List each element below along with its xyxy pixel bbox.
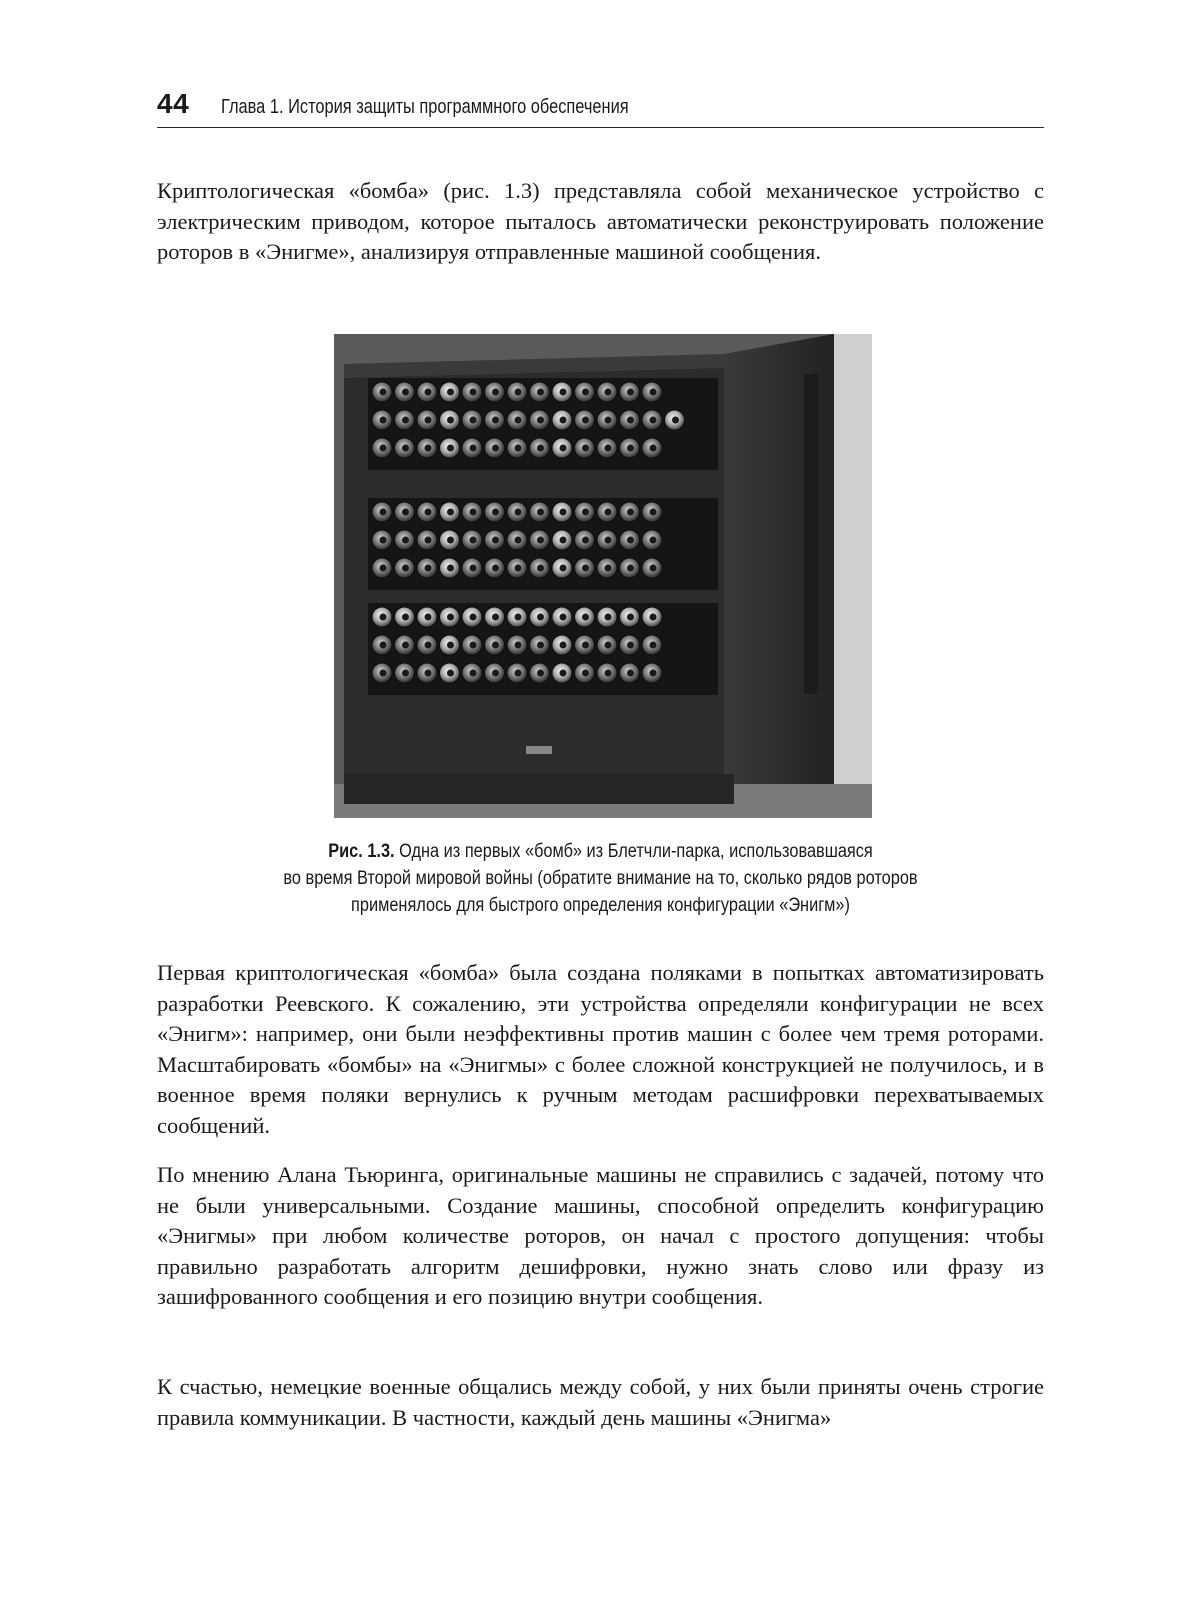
rotor-hub bbox=[402, 537, 409, 544]
rotor-hub bbox=[582, 614, 589, 621]
rotor-hub bbox=[425, 642, 432, 649]
caption-line-3: применялось для быстрого определения конфигурации «Энигм») bbox=[351, 895, 850, 916]
rotor-hub bbox=[402, 417, 409, 424]
rotor-hub bbox=[560, 389, 567, 396]
rotor-hub bbox=[380, 670, 387, 677]
caption-line-2: во время Второй мировой войны (обратите внимание на то, сколько рядов роторов bbox=[283, 868, 918, 889]
rotor-hub bbox=[470, 509, 477, 516]
rotor-hub bbox=[492, 445, 499, 452]
rotor-hub bbox=[560, 670, 567, 677]
rotor-hub bbox=[380, 417, 387, 424]
rotor-hub bbox=[650, 670, 657, 677]
rotor-hub bbox=[627, 670, 634, 677]
rotor-hub bbox=[582, 509, 589, 516]
rotor-hub bbox=[515, 565, 522, 572]
rotor-hub bbox=[582, 565, 589, 572]
rotor-hub bbox=[560, 614, 567, 621]
rotor-hub bbox=[560, 445, 567, 452]
rotor-hub bbox=[650, 614, 657, 621]
rotor-hub bbox=[492, 537, 499, 544]
rotor-hub bbox=[447, 417, 454, 424]
rotor-hub bbox=[650, 537, 657, 544]
rotor-hub bbox=[380, 445, 387, 452]
rotor-hub bbox=[537, 537, 544, 544]
rotor-hub bbox=[470, 389, 477, 396]
rotor-hub bbox=[650, 509, 657, 516]
rotor-hub bbox=[470, 670, 477, 677]
rotor-hub bbox=[627, 389, 634, 396]
rotor-hub bbox=[447, 565, 454, 572]
bombe-machine-image bbox=[334, 334, 872, 818]
page-number: 44 bbox=[157, 88, 190, 119]
rotor-hub bbox=[627, 509, 634, 516]
rotor-hub bbox=[447, 537, 454, 544]
running-header bbox=[157, 88, 1044, 120]
rotor-hub bbox=[605, 417, 612, 424]
rotor-hub bbox=[470, 614, 477, 621]
caption-text-1: Одна из первых «бомб» из Блетчли-парка, использовавшаяся bbox=[399, 841, 873, 862]
rotor-hub bbox=[515, 537, 522, 544]
rotor-hub bbox=[605, 642, 612, 649]
rotor-hub bbox=[380, 389, 387, 396]
header-rule bbox=[157, 127, 1044, 128]
rotor-hub bbox=[425, 417, 432, 424]
paragraph-2: Первая криптологическая «бомба» была создана поляками в попытках автоматизировать разработки Реевского. К сожалению, эти устройства определяли конфигурации не всех «Энигм»: например, они были неэффективны против машин с более чем тремя роторами. Масштабировать «бомбы» на «Энигмы» с более сложной конструкцией не получилось, и в военное время поляки вернулись к ручным методам расшифровки перехватываемых сообщений. bbox=[157, 960, 1044, 1138]
running-title: Глава 1. История защиты программного обеспечения bbox=[221, 96, 629, 118]
rotor-hub bbox=[560, 417, 567, 424]
rotor-hub bbox=[402, 565, 409, 572]
rotor-hub bbox=[402, 670, 409, 677]
rotor-hub bbox=[425, 614, 432, 621]
rotor-hub bbox=[380, 509, 387, 516]
rotor-hub bbox=[402, 445, 409, 452]
rotor-hub bbox=[650, 389, 657, 396]
rotor-hub bbox=[380, 614, 387, 621]
rotor-hub bbox=[447, 614, 454, 621]
rotor-hub bbox=[672, 417, 679, 424]
rotor-hub bbox=[515, 670, 522, 677]
rotor-hub bbox=[470, 565, 477, 572]
rotor-hub bbox=[515, 445, 522, 452]
rotor-hub bbox=[605, 565, 612, 572]
rotor-hub bbox=[582, 389, 589, 396]
rotor-hub bbox=[425, 389, 432, 396]
rotor-hub bbox=[470, 537, 477, 544]
rotor-hub bbox=[492, 642, 499, 649]
rotor-hub bbox=[515, 417, 522, 424]
rotor-hub bbox=[650, 445, 657, 452]
rotor-hub bbox=[582, 537, 589, 544]
rotor-hub bbox=[537, 509, 544, 516]
figure-label: Рис. 1.3. bbox=[328, 841, 395, 862]
rotor-hub bbox=[582, 445, 589, 452]
rotor-hub bbox=[402, 509, 409, 516]
rotor-hub bbox=[605, 537, 612, 544]
rotor-hub bbox=[537, 614, 544, 621]
rotor-hub bbox=[582, 642, 589, 649]
rotor-hub bbox=[627, 417, 634, 424]
rotor-hub bbox=[605, 509, 612, 516]
rotor-hub bbox=[447, 389, 454, 396]
rotor-hub bbox=[515, 389, 522, 396]
rotor-hub bbox=[560, 509, 567, 516]
rotor-hub bbox=[650, 642, 657, 649]
figure-photo bbox=[334, 334, 872, 818]
rotor-hub bbox=[537, 389, 544, 396]
rotor-hub bbox=[425, 445, 432, 452]
rotor-hub bbox=[447, 445, 454, 452]
rotor-hub bbox=[492, 670, 499, 677]
rotor-hub bbox=[470, 642, 477, 649]
paragraph-4: К счастью, немецкие военные общались между собой, у них были приняты очень строгие правила коммуникации. В частности, каждый день машины «Энигма» bbox=[157, 1374, 1044, 1430]
rotor-hub bbox=[627, 565, 634, 572]
rotor-hub bbox=[537, 670, 544, 677]
rotor-hub bbox=[447, 670, 454, 677]
rotor-hub bbox=[470, 417, 477, 424]
rotor-hub bbox=[402, 614, 409, 621]
rotor-hub bbox=[447, 509, 454, 516]
rotor-hub bbox=[515, 509, 522, 516]
rotor-hub bbox=[537, 417, 544, 424]
rotor-hub bbox=[650, 565, 657, 572]
rotor-hub bbox=[537, 642, 544, 649]
rotor-hub bbox=[425, 537, 432, 544]
rotor-hub bbox=[560, 537, 567, 544]
rotor-hub bbox=[492, 417, 499, 424]
paragraph-3: По мнению Алана Тьюринга, оригинальные машины не справились с задачей, потому что не были универсальными. Создание машины, способной определить конфигурацию «Энигмы» при любом количестве роторов, он начал с простого допущения: чтобы правильно разработать алгоритм дешифровки, нужно знать слово или фразу из зашифрованного сообщения и его позицию внутри сообщения. bbox=[157, 1162, 1044, 1309]
rotor-hub bbox=[605, 670, 612, 677]
rotor-hub bbox=[627, 445, 634, 452]
rotor-hub bbox=[402, 389, 409, 396]
rotor-hub bbox=[605, 445, 612, 452]
figure-caption bbox=[157, 838, 1044, 919]
rotor-hub bbox=[447, 642, 454, 649]
rotor-hub bbox=[560, 565, 567, 572]
rotor-hub bbox=[627, 642, 634, 649]
rotor-hub bbox=[492, 614, 499, 621]
paragraph-1: Криптологическая «бомба» (рис. 1.3) представляла собой механическое устройство с электрическим приводом, которое пыталось автоматически реконструировать положение роторов в «Энигме», анализируя отправленные машиной сообщения. bbox=[157, 178, 1044, 264]
rotor-hub bbox=[605, 389, 612, 396]
rotor-hub bbox=[425, 509, 432, 516]
rotor-hub bbox=[425, 670, 432, 677]
rotor-hub bbox=[582, 417, 589, 424]
rotor-hub bbox=[380, 642, 387, 649]
rotor-hub bbox=[515, 614, 522, 621]
rotor-hub bbox=[492, 509, 499, 516]
rotor-hub bbox=[537, 445, 544, 452]
rotor-hub bbox=[380, 565, 387, 572]
rotor-hub bbox=[537, 565, 544, 572]
rotor-hub bbox=[492, 389, 499, 396]
rotor-hub bbox=[492, 565, 499, 572]
rotor-hub bbox=[515, 642, 522, 649]
rotor-hub bbox=[425, 565, 432, 572]
rotor-hub bbox=[605, 614, 612, 621]
rotor-hub bbox=[627, 537, 634, 544]
rotor-hub bbox=[470, 445, 477, 452]
rotor-hub bbox=[627, 614, 634, 621]
rotor-hub bbox=[650, 417, 657, 424]
caption-line-1 bbox=[219, 838, 982, 865]
rotor-hub bbox=[402, 642, 409, 649]
rotor-hub bbox=[560, 642, 567, 649]
rotor-hub bbox=[380, 537, 387, 544]
rotor-hub bbox=[582, 670, 589, 677]
